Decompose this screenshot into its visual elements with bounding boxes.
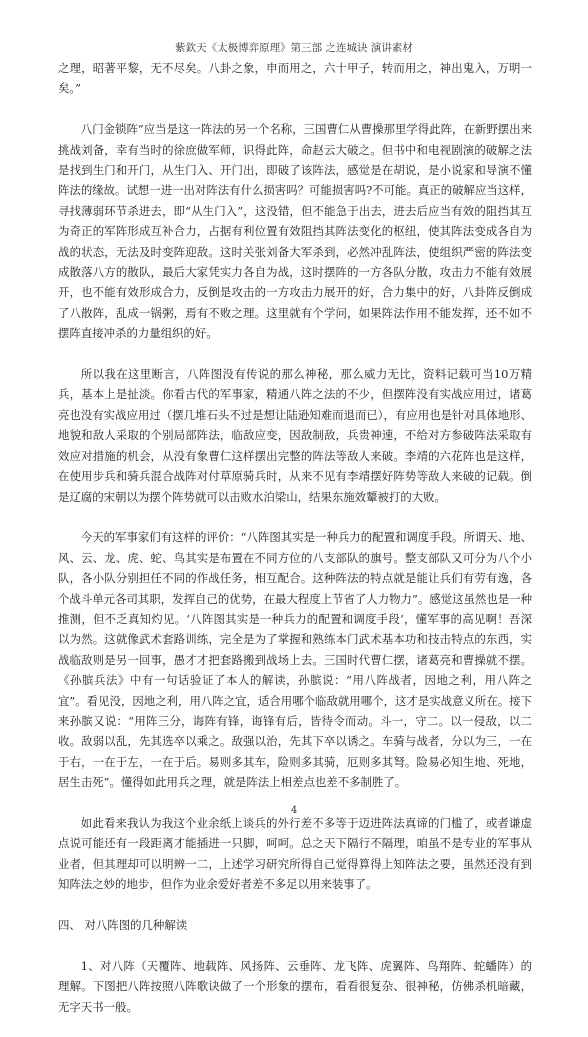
page-header: 紫欽天《太极博弈原理》第三部 之连城诀 演讲素材 <box>175 42 413 54</box>
paragraph-4: 如此看来我认为我这个业余纸上谈兵的外行差不多等于迈进阵法真谛的门槛了，或者谦虚点说可能还有一段距离才能插进一只脚，呵呵。总之天下隔行不隔理，咱虽不是专业的军事从业者，但其理却可以明辨一二，上述学习研究所得自己觉得算得上知阵法之要，虽然还没有到知阵法之妙的地步，但作为业余爱好者差不多足以用来装事了。 <box>58 815 532 892</box>
page-number: 4 <box>290 805 298 816</box>
section-heading: 四、 对八阵图的几种解读 <box>58 917 188 932</box>
paragraph-2: 所以我在这里断言，八阵图没有传说的那么神秘，那么威力无比，资料记载可当10万精兵，基本上是扯淡。你看古代的军事家，精通八阵之法的不少，但摆阵没有实战应用过，诸葛亮也没有实战应用过（摆几堆石头不过是想让陆逊知难而退而已），有应用也是针对具体地形、地貌和敌人采取的个别局部阵法，临敌应变，因敌制敌，兵贵神速，不给对方参破阵法采取有效应对措施的机会，从没有象曹仁这样摆出完整的阵法等敌人来破。李靖的六花阵也是这样，在使用步兵和骑兵混合战阵对付草原骑兵时，从来不见有李靖摆好阵势等敌人来破的记载。倒是辽腐的宋朝以为摆个阵势就可以击败水泊梁山，结果东施效颦被打的大败。 <box>58 367 532 504</box>
paragraph-continuation: 之理，昭著平黎，无不尽矣。八卦之象，申而用之，六十甲子，转而用之，神出鬼入，万明一矣。” <box>58 61 532 96</box>
paragraph-1: 八门金锁阵”应当是这一阵法的另一个名称，三国曹仁从曹操那里学得此阵，在新野摆出来挑战刘备，幸有当时的徐庶做军师，识得此阵，命赵云大破之。但书中和电视剧演的破解之法是找到生门和开门，从生门入、开门出，即破了该阵法，感觉是在胡说，是小说家和导演不懂阵法的缘故。试想一进一出对阵法有什么损害吗？可能损害吗?不可能。真正的破解应当这样，寻找薄弱环节杀进去，即“从生门入”，这没错，但不能急于出去，进去后应当有效的阻挡其互为奇正的军阵形成互补合力，占据有利位置有效阻挡其阵法变化的枢纽，使其阵法变成各自为战的状态，无法及时变阵迎敌。这时关张刘备大军杀到，必然冲乱阵法，使组织严密的阵法变成散落八方的散队，最后大家凭实力各自为战，这时摆阵的一方各队分散，攻击力不能有效展开，也不能有效形成合力，反倒是攻击的一方攻击力展开的好，合力集中的好，八卦阵反倒成了八散阵，乱成一锅粥，焉有不败之理。这里就有个学问，如果阵法作用不能发挥，还不如不摆阵直接冲杀的力量组织的好。 <box>58 122 532 341</box>
paragraph-3: 今天的军事家们有这样的评价：“八阵图其实是一种兵力的配置和调度手段。所谓天、地、风、云、龙、虎、蛇、鸟其实是布置在不同方位的八支部队的旗号。整支部队又可分为八个小队，各小队分别担任不同的作战任务，相互配合。这种阵法的特点就是能让兵们有劳有逸，各个战斗单元各司其职，发挥自己的优势，在最大程度上节省了人力物力”。感觉这虽然也是一种推测，但不乏真知灼见。‘八阵图其实是一种兵力的配置和调度手段’，懂军事的高见啊！吾深以为然。这就像武术套路训练，完全是为了掌握和熟练本门武术基本功和技击特点的东西，实战临敌则是另一回事，愚才才把套路搬到战场上去。三国时代曹仁摆，诸葛亮和曹操就不摆。《孙膑兵法》中有一句话验证了本人的解读，孙膑说：“用八阵战者，因地之利，用八阵之宜”。看见没，因地之利，用八阵之宜，适合用哪个临敌就用哪个，这才是实战意义所在。接下来孙膑又说：“用阵三分，诲阵有锋，诲锋有后，皆待令而动。斗一，守二。以一侵敌，以二收。敌弱以乱，先其选卒以乘之。敌强以治，先其下卒以诱之。车骑与战者，分以为三，一在于右，一在于左，一在于后。易则多其车，险则多其骑，厄则多其弩。险易必知生地、死地，居生击死”。懂得如此用兵之理，就是阵法上相差点也差不多制胜了。 <box>58 530 532 790</box>
paragraph-5: 1、对八阵（天覆阵、地载阵、风扬阵、云垂阵、龙飞阵、虎翼阵、鸟翔阵、蛇蟠阵）的理解。下图把八阵按照八阵歌诀做了一个形象的摆布，看看很复杂、很神秘，仿佛杀机暗藏，无字天书一般。 <box>58 958 532 1014</box>
document-body <box>58 58 532 1037</box>
